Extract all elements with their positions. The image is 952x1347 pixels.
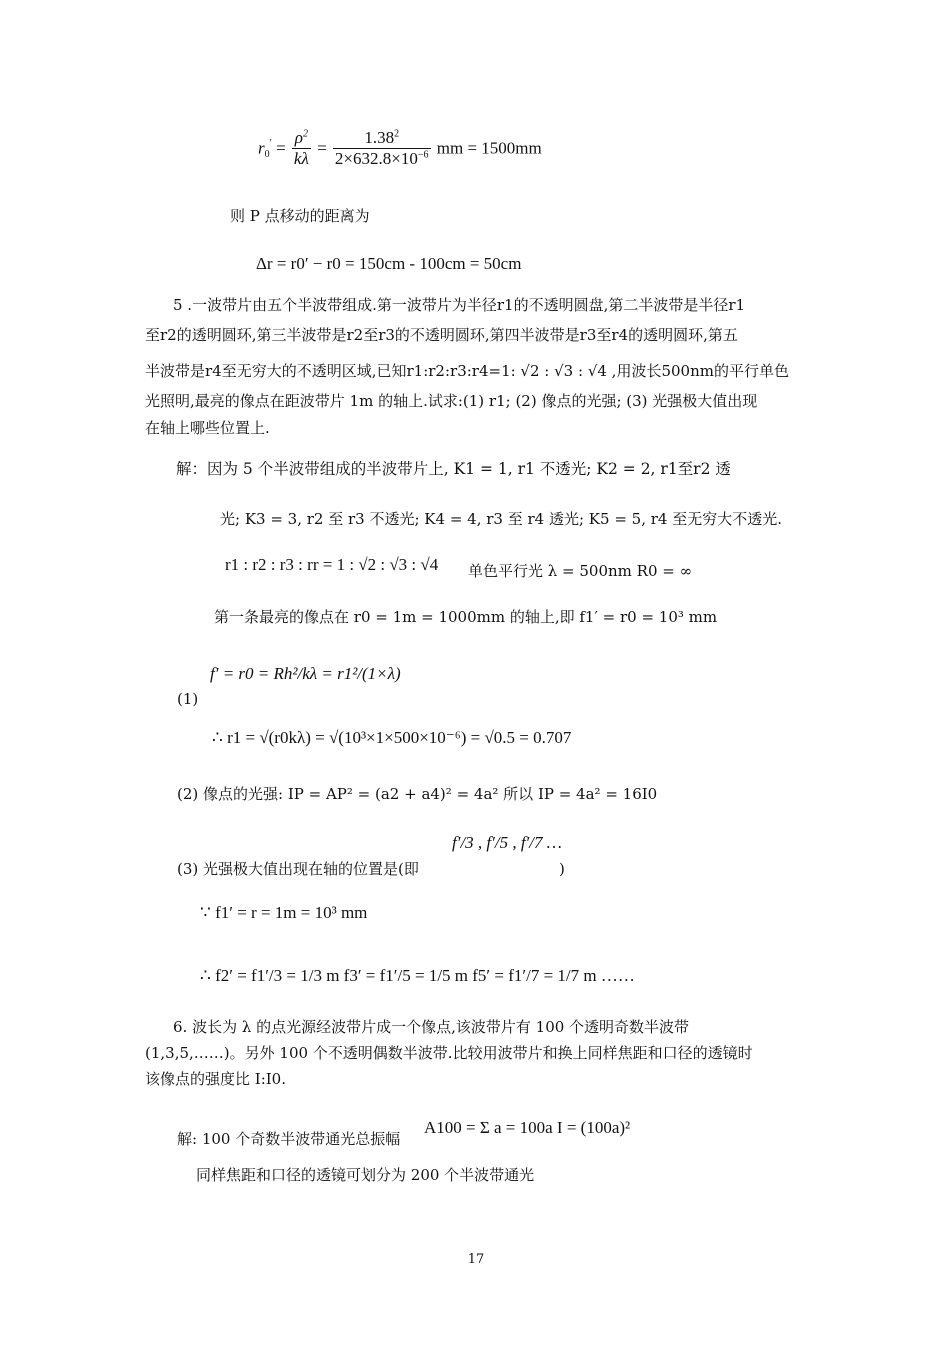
line-p-move: 则 P 点移动的距离为 [230, 207, 370, 225]
part-3-suffix: ) [559, 860, 565, 878]
solution-5-ratio: r1 : r2 : r3 : rr = 1 : √2 : √3 : √4 [225, 555, 439, 574]
eq-delta-r: Δr = r0′ − r0 = 150cm - 100cm = 50cm [256, 254, 522, 273]
problem-5-line-5: 在轴上哪些位置上. [145, 419, 270, 437]
part-3-prefix: (3) 光强极大值出现在轴的位置是(即 [177, 860, 419, 878]
problem-5-line-4: 光照明,最亮的像点在距波带片 1m 的轴上.试求:(1) r1; (2) 像点的光强; (3) 光强极大值出现 [145, 392, 758, 410]
part-3-list: f′/3 , f′/5 , f′/7 … [452, 833, 562, 852]
part-1-label: (1) [177, 690, 199, 708]
part-1-equation: f′ = r0 = Rh²/kλ = r1²/(1×λ) [210, 664, 401, 683]
solution-5-line-1: 解：因为 5 个半波带组成的半波带片上, K1 = 1, r1 不透光; K2 = 2, r1至r2 透 [176, 460, 731, 478]
problem-6-line-2: (1,3,5,……)。另外 100 个不透明偶数半波带.比较用波带片和换上同样焦距和口径的透镜时 [145, 1044, 753, 1062]
problem-5-line-3: 半波带是r4至无穷大的不透明区域,已知r1:r2:r3:r4=1: √2 : √3 : √4 ,用波长500nm的平行单色 [145, 362, 789, 380]
problem-6-line-1: 6. 波长为 λ 的点光源经波带片成一个像点,该波带片有 100 个透明奇数半波带 [173, 1018, 690, 1036]
page-number: 17 [467, 1252, 485, 1267]
eq-r0prime: $r_0'$ = $\frac{\rho^2}{k\lambda}$ = $\frac{1.38^2}{2\times 632.8\times 10^{-6}}$ mm = 1500mm [258, 128, 542, 168]
problem-5-line-2: 至r2的透明圆环,第三半波带是r2至r3的不透明圆环,第四半波带是r3至r4的透明圆环,第五 [145, 326, 738, 344]
solution-6-line-2: 同样焦距和口径的透镜可划分为 200 个半波带通光 [196, 1166, 535, 1184]
f-list: ∴ f2′ = f1′/3 = 1/3 m f3′ = f1′/5 = 1/5 m f5′ = f1′/7 = 1/7 m …… [200, 966, 635, 985]
part-1-result: ∴ r1 = √(r0kλ) = √(10³×1×500×10⁻⁶) = √0.5 = 0.707 [212, 728, 572, 747]
solution-6-equation: A100 = Σ a = 100a I = (100a)² [424, 1118, 631, 1137]
solution-6-line-1: 解: 100 个奇数半波带通光总振幅 [177, 1130, 401, 1148]
problem-6-line-3: 该像点的强度比 I:I0. [145, 1070, 286, 1088]
solution-5-line-2: 光; K3 = 3, r2 至 r3 不透光; K4 = 4, r3 至 r4 透光; K5 = 5, r4 至无穷大不透光. [220, 510, 782, 528]
problem-6 [145, 1014, 807, 1092]
solution-5-light: 单色平行光 λ = 500nm R0 = ∞ [468, 562, 693, 580]
problem-5-line-1: 5 .一波带片由五个半波带组成.第一波带片为半径r1的不透明圆盘,第二半波带是半径r1 [173, 296, 746, 314]
part-2: (2) 像点的光强: IP = AP² = (a2 + a4)² = 4a² 所以 IP = 4a² = 16I0 [177, 785, 658, 803]
problem-5 [145, 290, 807, 440]
f1-equation: ∵ f1′ = r = 1m = 10³ mm [200, 903, 368, 922]
solution-5-brightest: 第一条最亮的像点在 r0 = 1m = 1000mm 的轴上,即 f1′ = r0 = 10³ mm [214, 608, 718, 626]
